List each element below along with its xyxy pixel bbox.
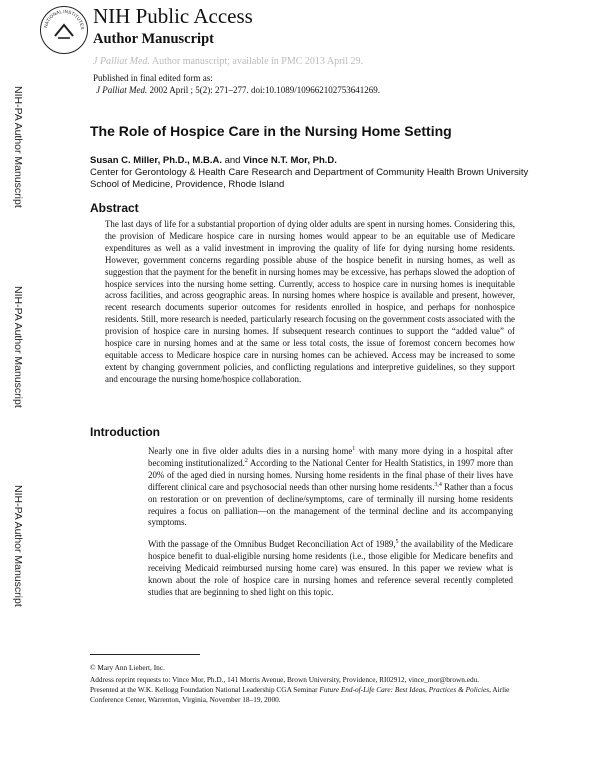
authors: Susan C. Miller, Ph.D., M.B.A. and Vince N.T. Mor, Ph.D. — [90, 155, 337, 166]
side-watermark: NIH-PA Author Manuscript — [12, 485, 24, 607]
abstract-heading: Abstract — [90, 201, 139, 215]
side-watermark: NIH-PA Author Manuscript — [12, 286, 24, 408]
presented-note: Presented at the W.K. Kellogg Foundation National Leadership CGA Seminar Future End-of-Life Care: Best Ideas, Practices & Policies, Airlie Conference Center, Warrenton, Virginia, November 18–19, 2000. — [90, 685, 510, 704]
introduction-heading: Introduction — [90, 425, 160, 439]
header-subtitle: Author Manuscript — [93, 31, 214, 47]
nih-seal-icon — [41, 7, 87, 53]
intro-paragraph-1: Nearly one in five older adults dies in a nursing home$^1$ with many more dying in a hospital after becoming institutionalized.$^2$ According to the National Center for Health Statistics, in 1997 more than 20% of the aged died in nursing homes. Nursing home residents in the final phase of their lives have different clinical care and psychosocial needs than other nursing home residents.$^{3,4}$ Rather than a focus on restoration or on prevention of decline/symptoms, care of terminally ill nursing home residents requires a focus on palliation—on the management of the terminal decline and its accompanying symptoms. — [148, 446, 514, 528]
footnote-divider — [90, 654, 200, 655]
abstract-text: The last days of life for a substantial proportion of dying older adults are spent in nursing homes. Considering this, the provision of Medicare hospice care in nursing homes would appear to be an equitable use of Medicare expenditures as well as a valid investment in improving the quality of life for dying nursing home residents. However, government concerns regarding possible abuse of the hospice benefit in nursing homes, as well as suggestion that the payment for the benefit in nursing homes may be excessive, has perhaps slowed the adoption of hospice services into the nursing home setting. Currently, access to hospice care in nursing homes is inequitable across facilities, and across geographic areas. In nursing homes where hospice is available and present, however, recent research documents superior outcomes for residents enrolled in hospice, and perhaps for nonhospice residents. Still, more research is needed, particularly research focusing on the government costs associated with the provision of hospice care in nursing homes. If subsequent research continues to support the “added value” of hospice care in nursing homes and at the same or less total costs, the issue of foremost concern becomes how equitable access to Medicare hospice care in nursing homes can be achieved. Access may be increased to some extent by changing government policies, and conflicting regulations and interpretive guidelines, so they support and encourage the nursing home/hospice collaboration. — [105, 219, 515, 384]
published-line: Published in final edited form as: — [93, 73, 213, 83]
affiliation: Center for Gerontology & Health Care Research and Department of Community Health Brown University School of Medicine, Providence, Rhode Island — [90, 167, 529, 190]
header-title: NIH Public Access — [93, 4, 253, 28]
intro-paragraph-2: With the passage of the Omnibus Budget Reconciliation Act of 1989,$^5$ the availability of the Medicare hospice benefit to dual-eligible nursing home residents (i.e., those eligible for Medicare benefits and receiving Medicaid reimbursed nursing home care) was ensured. In this paper we review what is known about the role of hospice care in nursing homes and reference several recently completed studies that are beginning to shed light on this topic. — [148, 539, 513, 597]
article-title: The Role of Hospice Care in the Nursing Home Setting — [90, 123, 452, 139]
side-watermark: NIH-PA Author Manuscript — [12, 86, 24, 208]
citation-line: J Palliat Med. 2002 April ; 5(2): 271–277. doi:10.1089/109662102753641269. — [96, 85, 380, 95]
nih-logo — [40, 6, 88, 54]
copyright-note: © Mary Ann Liebert, Inc. — [90, 663, 165, 672]
reprints-note: Address reprint requests to: Vince Mor, Ph.D., 141 Morris Avenue, Brown University, Providence, RI02912, vince_mor@brown.edu. — [90, 675, 480, 684]
availability-line: J Palliat Med. Author manuscript; available in PMC 2013 April 29. — [93, 56, 363, 67]
logo-text: NATIONAL INSTITUTES — [43, 8, 86, 30]
